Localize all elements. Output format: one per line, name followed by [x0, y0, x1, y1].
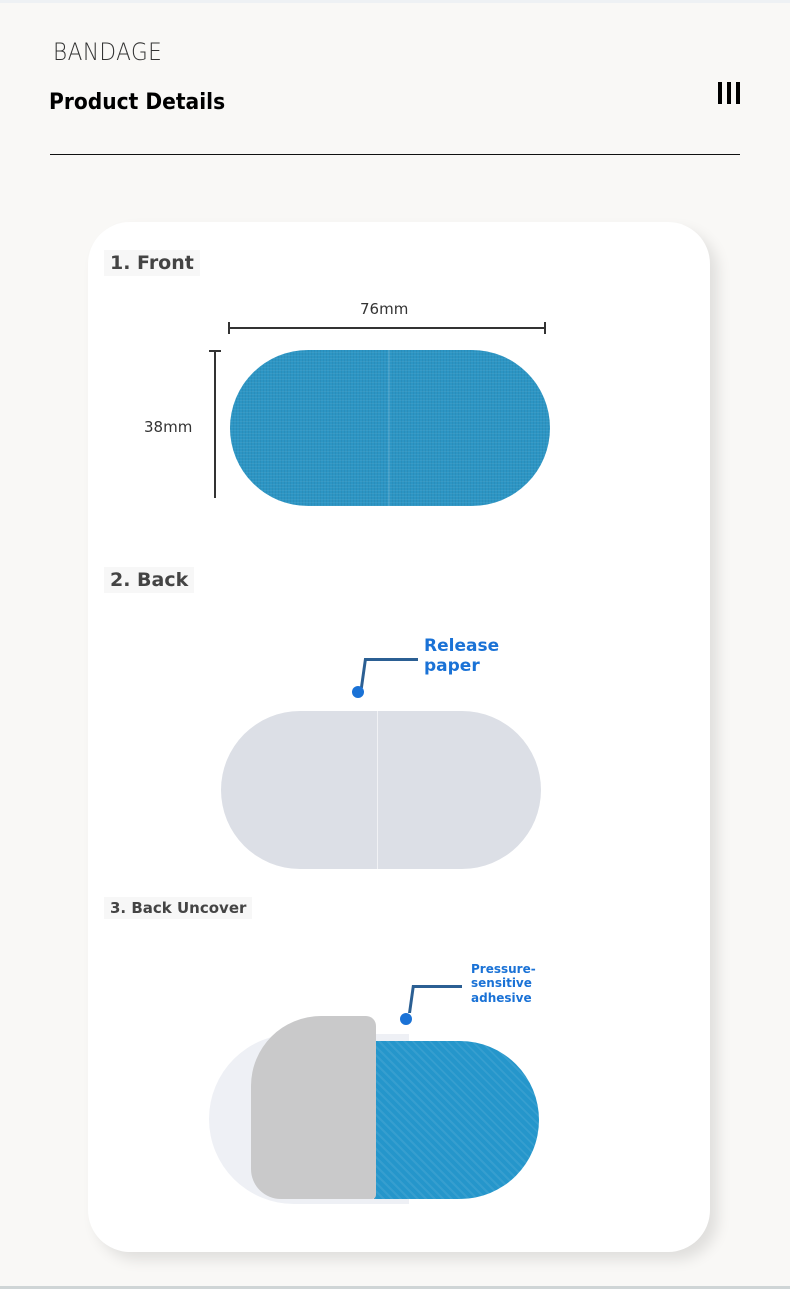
adhesive-leader-horizontal [414, 985, 462, 988]
width-dimension-line [228, 327, 546, 329]
release-leader-horizontal [366, 658, 418, 661]
peeled-liner-part [251, 1016, 376, 1199]
section-label-back: 2. Back [104, 567, 194, 593]
bandage-uncover-image [209, 1016, 541, 1204]
header-divider [50, 154, 740, 155]
height-dimension-line [214, 350, 216, 498]
adhesive-leader-vertical [408, 985, 415, 1013]
section-label-back-uncover: 3. Back Uncover [104, 897, 252, 919]
brand-name: BANDAGE [53, 38, 163, 66]
release-leader-vertical [360, 658, 367, 688]
release-callout-dot [352, 686, 364, 698]
menu-bars-icon[interactable] [718, 82, 740, 104]
adhesive-part [374, 1041, 539, 1199]
bandage-back-image [221, 711, 541, 869]
height-dimension-label: 38mm [144, 418, 193, 436]
release-paper-callout: Release paper [424, 636, 500, 677]
page-title: Product Details [49, 90, 226, 115]
bandage-front-image [230, 350, 550, 506]
product-details-card [88, 222, 710, 1252]
section-label-front: 1. Front [104, 250, 200, 276]
adhesive-callout: Pressure- sensitive adhesive [471, 962, 536, 1005]
width-dimension-label: 76mm [360, 300, 409, 318]
top-border [0, 0, 790, 3]
